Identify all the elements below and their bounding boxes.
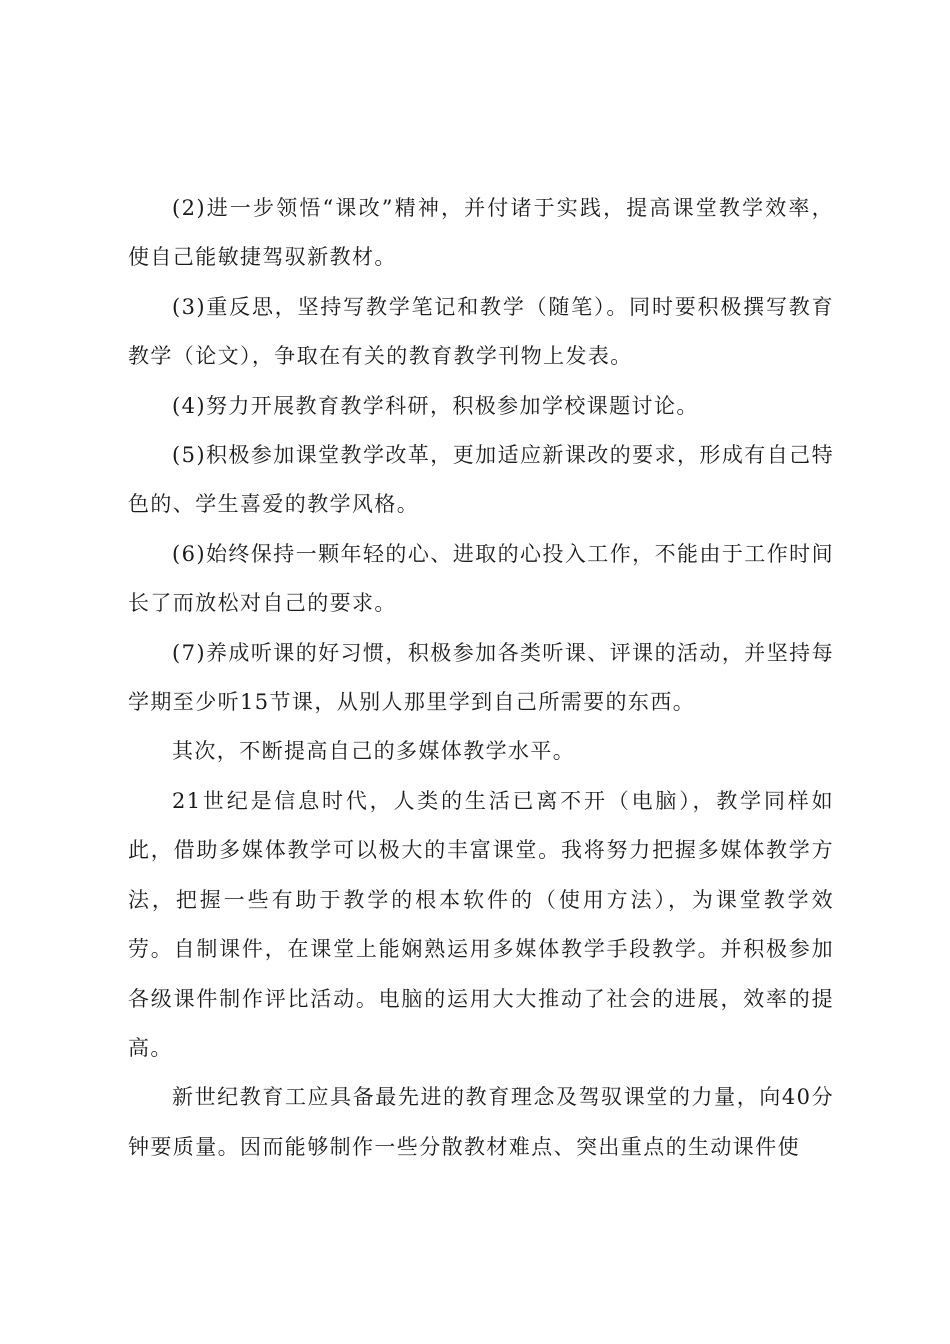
paragraph-new-century-education: 新世纪教育工应具备最先进的教育理念及驾驭课堂的力量，向40分钟要质量。因而能够制作一些分散教材难点、突出重点的生动课件使 — [128, 1085, 834, 1159]
paragraph-multimedia-heading: 其次，不断提高自己的多媒体教学水平。 — [172, 739, 576, 764]
paragraph-item-5: (5)积极参加课堂教学改革，更加适应新课改的要求，形成有自己特色的、学生喜爱的教学风格。 — [128, 443, 834, 517]
paragraph-item-2: (2)进一步领悟“课改”精神，并付诸于实践，提高课堂教学效率，使自己能敏捷驾驭新教材。 — [128, 196, 834, 270]
paragraph-21st-century: 21世纪是信息时代，人类的生活已离不开（电脑），教学同样如此，借助多媒体教学可以极大的丰富课堂。我将努力把握多媒体教学方法，把握一些有助于教学的根本软件的（使用方法），为课堂教学效劳。自制课件，在课堂上能娴熟运用多媒体教学手段教学。并积极参加各级课件制作评比活动。电脑的运用大大推动了社会的进展，效率的提高。 — [128, 788, 834, 1060]
paragraph-item-7: (7)养成听课的好习惯，积极参加各类听课、评课的活动，并坚持每学期至少听15节课，从别人那里学到自己所需要的东西。 — [128, 640, 834, 715]
paragraph-item-6: (6)始终保持一颗年轻的心、进取的心投入工作，不能由于工作时间长了而放松对自己的要求。 — [128, 541, 834, 616]
paragraph-item-4: (4)努力开展教育教学科研，积极参加学校课题讨论。 — [172, 393, 699, 418]
document-body — [128, 184, 834, 1172]
paragraph-item-3: (3)重反思，坚持写教学笔记和教学（随笔）。同时要积极撰写教育教学（论文），争取在有关的教育教学刊物上发表。 — [128, 294, 834, 369]
